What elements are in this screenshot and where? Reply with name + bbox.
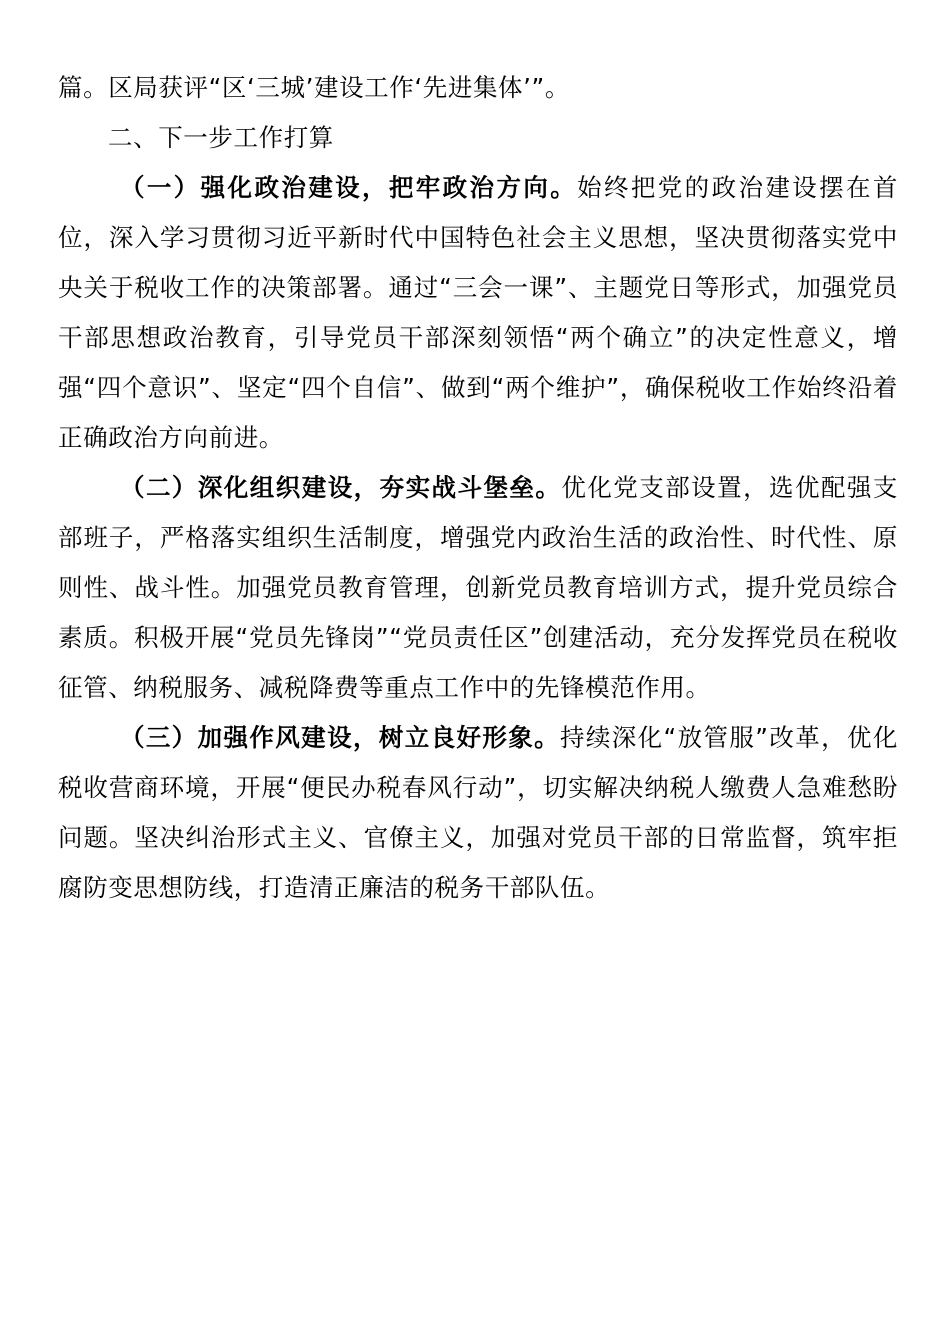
section-heading: 二、下一步工作打算 — [108, 123, 334, 152]
item-body-2: 优化党支部设置，选优配强支部班子，严格落实组织生活制度，增强党内政治生活的政治性、时代性、原则性、战斗性。加强党员教育管理，创新党员教育培训方式，提升党员综合素质。积极开展“党员先锋岗”“党员责任区”创建活动，充分发挥党员在税收征管、纳税服务、减税降费等重点工作中的先锋模范作用。 — [58, 473, 898, 702]
item-paragraph-3 — [58, 713, 898, 913]
item-paragraph-1 — [58, 163, 898, 463]
continuation-paragraph: 篇。区局获评“区‘三城’建设工作‘先进集体’”。 — [58, 73, 570, 102]
item-body-3: 持续深化“放管服”改革，优化税收营商环境，开展“便民办税春风行动”，切实解决纳税人缴费人急难愁盼问题。坚决纠治形式主义、官僚主义，加强对党员干部的日常监督，筑牢拒腐防变思想防线，打造清正廉洁的税务干部队伍。 — [58, 723, 898, 902]
item-paragraph-2 — [58, 463, 898, 713]
item-body-1: 始终把党的政治建设摆在首位，深入学习贯彻习近平新时代中国特色社会主义思想，坚决贯彻落实党中央关于税收工作的决策部署。通过“三会一课”、主题党日等形式，加强党员干部思想政治教育，引导党员干部深刻领悟“两个确立”的决定性意义，增强“四个意识”、坚定“四个自信”、做到“两个维护”，确保税收工作始终沿着正确政治方向前进。 — [58, 173, 899, 452]
item-lead-3: （三）加强作风建设，树立良好形象。 — [120, 723, 561, 752]
document-page — [58, 63, 898, 913]
item-lead-2: （二）深化组织建设，夯实战斗堡垒。 — [120, 473, 562, 502]
item-lead-1: （一）强化政治建设，把牢政治方向。 — [120, 173, 578, 202]
